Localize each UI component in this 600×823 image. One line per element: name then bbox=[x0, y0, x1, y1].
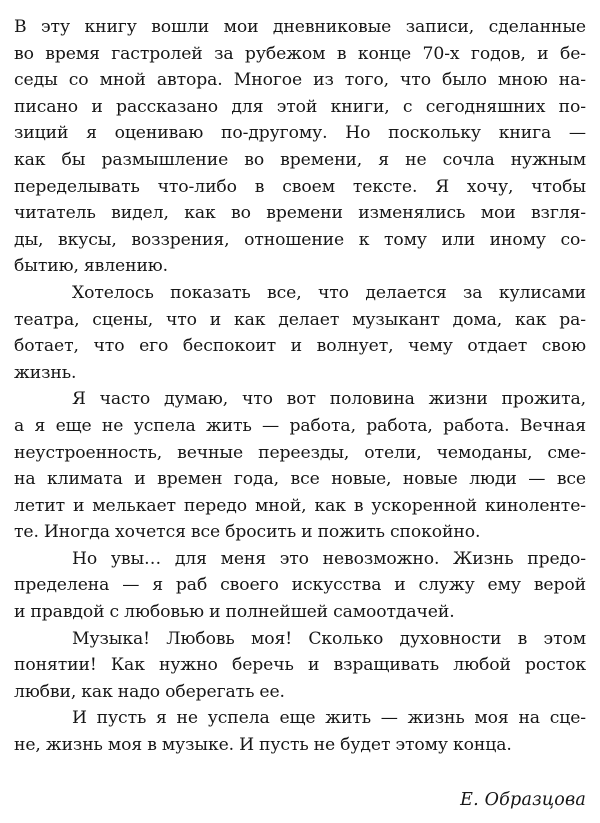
paragraph-4 bbox=[14, 546, 586, 626]
text-line: ботает, что его беспокоит и волнует, чему отдает свою bbox=[14, 336, 586, 357]
paragraph-3 bbox=[14, 386, 586, 546]
author-signature: Е. Образцова bbox=[460, 790, 586, 810]
text-line: ды, вкусы, воззрения, отношение к тому или иному со- bbox=[14, 229, 586, 250]
text-line: театра, сцены, что и как делает музыкант дома, как ра- bbox=[14, 309, 586, 330]
text-line: как бы размышление во времени, я не сочла нужным bbox=[14, 149, 586, 170]
text-line: те. Иногда хочется все бросить и пожить спокойно. bbox=[14, 522, 481, 543]
text-line: неустроенность, вечные переезды, отели, чемоданы, сме- bbox=[14, 442, 586, 463]
text-line: Хотелось показать все, что делается за кулисами bbox=[72, 282, 586, 303]
paragraph-1 bbox=[14, 14, 586, 280]
paragraph-5 bbox=[14, 626, 586, 706]
text-line: жизнь. bbox=[14, 362, 77, 383]
text-line: седы со мной автора. Многое из того, что было мною на- bbox=[14, 70, 586, 91]
text-line: читатель видел, как во времени изменялись мои взгля- bbox=[14, 203, 586, 224]
text-line: Я часто думаю, что вот половина жизни прожита, bbox=[72, 389, 586, 410]
text-line: во время гастролей за рубежом в конце 70-х годов, и бе- bbox=[14, 43, 586, 64]
text-line: писано и рассказано для этой книги, с сегодняшних по- bbox=[14, 96, 586, 117]
text-line: на климата и времен года, все новые, новые люди — все bbox=[14, 469, 586, 490]
text-line: а я еще не успела жить — работа, работа, работа. Вечная bbox=[14, 415, 586, 436]
text-line: зиций я оцениваю по-другому. Но поскольку книга — bbox=[14, 123, 586, 144]
text-line: бытию, явлению. bbox=[14, 256, 169, 277]
text-line: и правдой с любовью и полнейшей самоотдачей. bbox=[14, 602, 455, 623]
text-line: летит и мелькает передо мной, как в ускоренной киноленте- bbox=[14, 495, 586, 516]
text-line: В эту книгу вошли мои дневниковые записи, сделанные bbox=[14, 17, 586, 37]
text-line: И пусть я не успела еще жить — жизнь моя на сце- bbox=[72, 708, 586, 729]
text-line: Музыка! Любовь моя! Сколько духовности в этом bbox=[72, 628, 586, 649]
paragraph-6 bbox=[14, 705, 586, 758]
text-line: переделывать что-либо в своем тексте. Я хочу, чтобы bbox=[14, 176, 586, 197]
text-line: любви, как надо оберегать ее. bbox=[14, 681, 285, 702]
paragraph-2 bbox=[14, 280, 586, 386]
text-line: понятии! Как нужно беречь и взращивать любой росток bbox=[14, 655, 586, 676]
text-line: Но увы… для меня это невозможно. Жизнь предо- bbox=[72, 548, 586, 569]
text-line: пределена — я раб своего искусства и служу ему верой bbox=[14, 575, 586, 596]
text-line: не, жизнь моя в музыке. И пусть не будет этому конца. bbox=[14, 735, 512, 756]
text-body bbox=[14, 14, 586, 759]
